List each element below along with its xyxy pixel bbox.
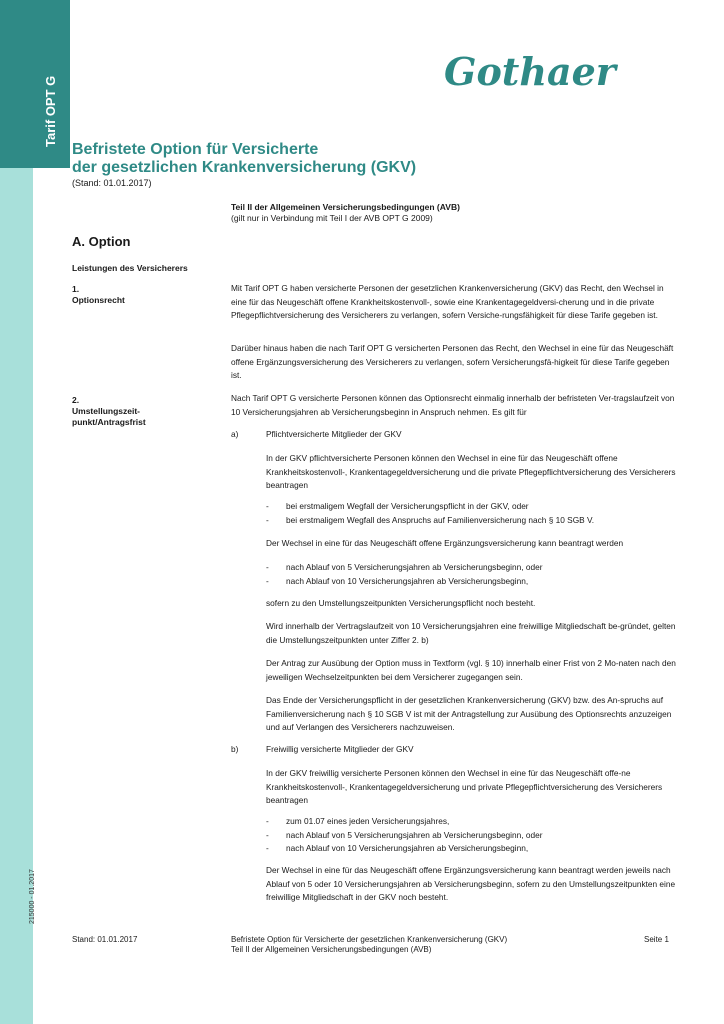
stand-date: (Stand: 01.01.2017) [72,178,152,188]
subitem-a-list-2 [266,561,542,588]
item-2-intro: Nach Tarif OPT G versicherte Personen können das Optionsrecht einmalig innerhalb der befristeten Ver-tragslaufzeit von 10 Versicherungsjahren ab Versicherungsbeginn in Anspruch nehmen. Es gilt für [231,393,675,417]
item-2-number: 2. [72,395,80,405]
subitem-a-paragraph-4: Wird innerhalb der Vertragslaufzeit von 10 Versicherungsjahren eine freiwillige Mitgliedschaft be-gründet, gelten die Umstellungszeitpunkten unter Ziffer 2. b) [266,621,676,645]
title-line-2: der gesetzlichen Krankenversicherung (GKV) [72,159,417,176]
sidebar-header-block [0,0,70,168]
item-1-title: Optionsrecht [72,295,125,305]
subitem-a-paragraph-6: Das Ende der Versicherungspflicht in der gesetzlichen Krankenversicherung (GKV) bzw. des An-spruchs auf Familienversicherung nach § 10 SGB V ist mit der Antragstellung zur Ausübung des Optionsrechts anzuzeigen und auf Verlangen des Versicherers nachzuweisen. [266,695,672,732]
subitem-b-paragraph-2: Der Wechsel in eine für das Neugeschäft offene Ergänzungsversicherung kann beantragt werden jeweils nach Ablauf von 5 oder 10 Versicherungsjahren ab Versicherungsbeginn, sofern zu den Umstellungszeitpunkten eine freiwillige Mitgliedschaft in der GKV noch besteht. [266,865,676,902]
footer-title-line-2: Teil II der Allgemeinen Versicherungsbedingungen (AVB) [231,945,432,954]
list-item: - nach Ablauf von 10 Versicherungsjahren ab Versicherungsbeginn, [266,575,542,589]
item-1-label [72,284,125,306]
subitem-b-list-1 [266,815,542,856]
subitem-a-paragraph-1: In der GKV pflichtversicherte Personen können den Wechsel in eine für das Neugeschäft offene Krankheitskostenvoll-, Krankentagegeldversicherung und die private Pflegepflichtversicherung des Versicherers beantragen [266,453,676,490]
subitem-a-list-1 [266,500,594,527]
subitem-a-paragraph-3: sofern zu den Umstellungszeitpunkten Versicherungspflicht noch besteht. [266,598,536,608]
item-2-label [72,395,146,428]
tarif-label: Tarif OPT G [43,75,58,147]
subitem-b-title: Freiwillig versicherte Mitglieder der GKV [266,744,414,754]
subitem-a-paragraph-5: Der Antrag zur Ausübung der Option muss in Textform (vgl. § 10) innerhalb einer Frist von 2 Mo-naten nach den jeweiligen Wechselzeitpunkten bei dem Versicherer zugegangen sein. [266,658,676,682]
subitem-a-title: Pflichtversicherte Mitglieder der GKV [266,429,402,439]
footer-page-number: Seite 1 [644,935,669,944]
gothaer-logo: Gothaer [444,49,616,94]
footer-stand: Stand: 01.01.2017 [72,935,138,944]
item-1-paragraph-1: Mit Tarif OPT G haben versicherte Personen der gesetzlichen Krankenversicherung (GKV) das Recht, den Wechsel in eine für das Neugeschäft offene Krankheitskostenvoll-, sowie eine Krankentagegeldversi-cherung und in die private Pflegepflichtversicherung des Versicherers zu verlangen, sofern Versiche-rungsfähigkeit für diese Tarife gegeben ist. [231,283,664,320]
list-item: - zum 01.07 eines jeden Versicherungsjahres, [266,815,542,829]
item-2-title-line-2: punkt/Antragsfrist [72,417,146,427]
subitem-a-letter: a) [231,429,239,439]
item-1-number: 1. [72,284,80,294]
item-1-paragraph-2: Darüber hinaus haben die nach Tarif OPT G versicherten Personen das Recht, den Wechsel in eine für das Neugeschäft offene Ergänzungsversicherung des Versicherers zu verlangen, sofern Versicherungsfä-higkeit für diese Tarife gegeben ist. [231,343,674,380]
avb-title: Teil II der Allgemeinen Versicherungsbedingungen (AVB) [231,202,460,212]
subitem-a-paragraph-2: Der Wechsel in eine für das Neugeschäft offene Ergänzungsversicherung kann beantragt werden [266,538,624,548]
list-item: - nach Ablauf von 5 Versicherungsjahren ab Versicherungsbeginn, oder [266,561,542,575]
title-line-1: Befristete Option für Versicherte [72,141,319,158]
subitem-b-paragraph-1: In der GKV freiwillig versicherte Personen können den Wechsel in eine für das Neugeschäft offe-ne Krankheitskostenvoll-, Krankentagegeldversicherung und private Pflegepflichtversicherung des Versicherers beantragen [266,768,663,805]
footer-title [231,935,507,955]
document-title [72,141,416,177]
avb-note: (gilt nur in Verbindung mit Teil I der AVB OPT G 2009) [231,213,433,223]
subitem-b-letter: b) [231,744,239,754]
avb-heading [231,202,460,224]
section-a-heading: A. Option [72,234,131,249]
list-item: - bei erstmaligem Wegfall der Versicherungspflicht in der GKV, oder [266,500,594,514]
document-number: 215000 - 01.2017 [29,869,36,924]
list-item: - nach Ablauf von 10 Versicherungsjahren ab Versicherungsbeginn, [266,842,542,856]
item-2-title-line-1: Umstellungszeit- [72,406,141,416]
list-item: - bei erstmaligem Wegfall des Anspruchs auf Familienversicherung nach § 10 SGB V. [266,514,594,528]
footer-title-line-1: Befristete Option für Versicherte der gesetzlichen Krankenversicherung (GKV) [231,935,508,944]
list-item: - nach Ablauf von 5 Versicherungsjahren ab Versicherungsbeginn, oder [266,829,542,843]
section-a-subheading: Leistungen des Versicherers [72,263,188,273]
